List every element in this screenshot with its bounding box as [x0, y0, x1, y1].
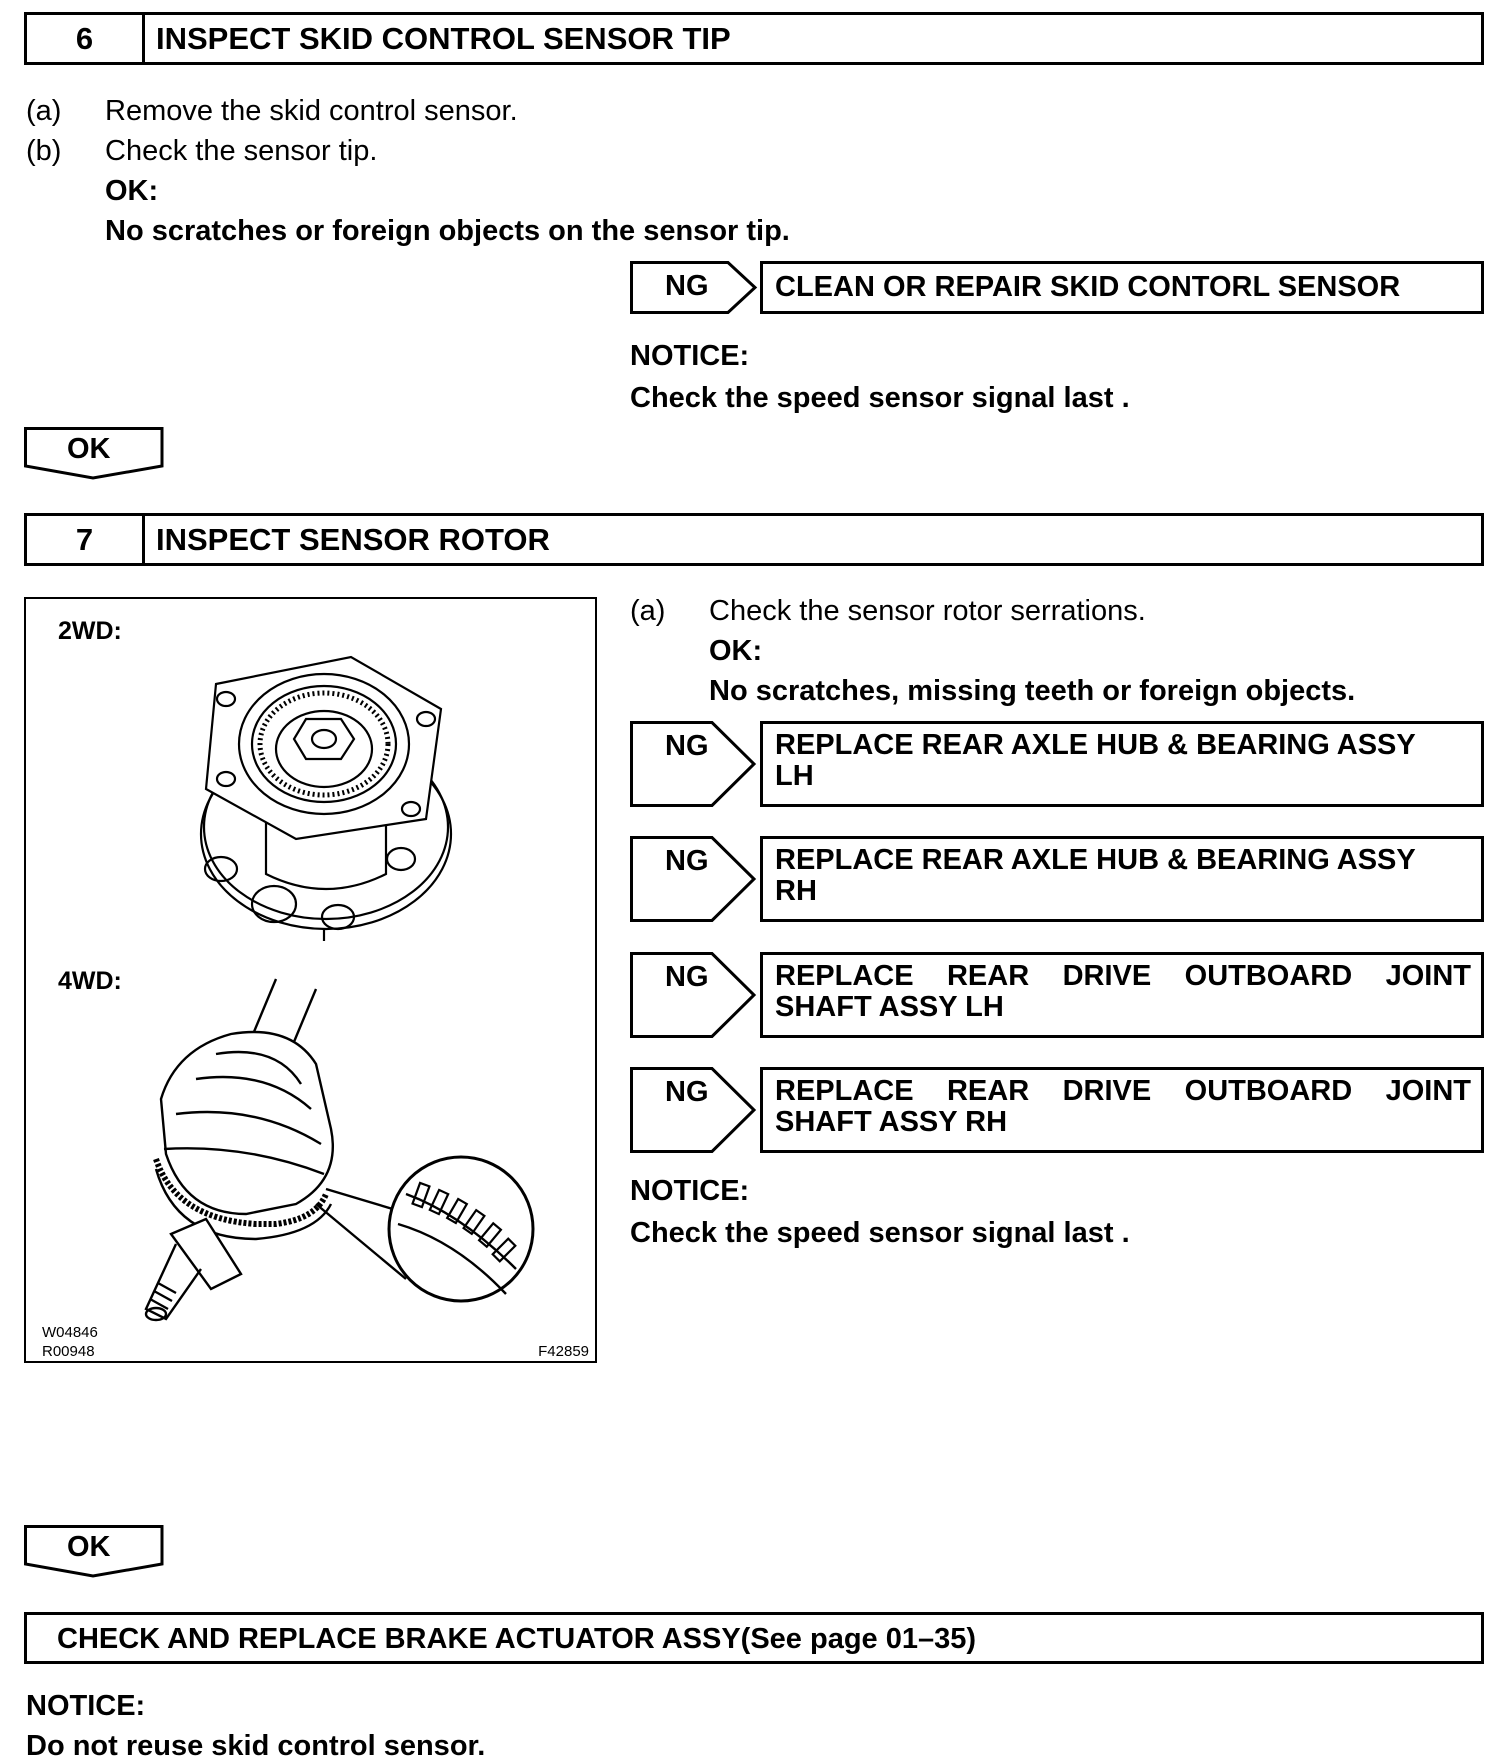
step7-ng-result-4-line2: SHAFT ASSY RH: [775, 1106, 1008, 1138]
ok-arrow-1-label: OK: [67, 433, 111, 465]
step7-ng-result-1-line2: LH: [775, 760, 814, 792]
step7-item-a-marker: (a): [630, 595, 666, 627]
step7-ng-result-3-line1: REPLACE REAR DRIVE OUTBOARD JOINT: [775, 960, 1471, 992]
step7-ng-result-3-line2: SHAFT ASSY LH: [775, 991, 1004, 1023]
final-notice-label: NOTICE:: [26, 1690, 146, 1722]
outboard-joint-illustration: [116, 979, 566, 1339]
step7-ng-result-4: [760, 1067, 1484, 1153]
step6-title: INSPECT SKID CONTROL SENSOR TIP: [156, 20, 731, 56]
step7-notice-label: NOTICE:: [630, 1175, 750, 1207]
sensor-rotor-figure: [24, 597, 597, 1363]
step7-ng-result-2-line1: REPLACE REAR AXLE HUB & BEARING ASSY: [775, 844, 1416, 876]
step7-ng-label-2: NG: [665, 845, 709, 877]
step7-ng-result-4-line1: REPLACE REAR DRIVE OUTBOARD JOINT: [775, 1075, 1471, 1107]
step7-title: INSPECT SENSOR ROTOR: [156, 521, 550, 557]
step6-ok-label: OK:: [105, 175, 159, 207]
step7-header: [24, 513, 1484, 566]
step6-number: 6: [27, 15, 145, 62]
step7-ng-result-2: [760, 836, 1484, 922]
rear-axle-hub-illustration: [176, 649, 476, 949]
step6-header: [24, 12, 1484, 65]
step7-ng-label-4: NG: [665, 1076, 709, 1108]
figure-code-f42859: F42859: [538, 1343, 589, 1360]
step7-ok-criteria: No scratches, missing teeth or foreign objects.: [709, 675, 1356, 707]
final-step-title: CHECK AND REPLACE BRAKE ACTUATOR ASSY(See page 01–35): [57, 1623, 977, 1655]
step7-ng-label-3: NG: [665, 961, 709, 993]
step7-ng-result-1-line1: REPLACE REAR AXLE HUB & BEARING ASSY: [775, 729, 1416, 761]
step7-number: 7: [27, 516, 145, 563]
figure-code-r00948: R00948: [42, 1343, 95, 1360]
step6-item-b-marker: (b): [26, 135, 62, 167]
step6-ng-result: [760, 261, 1484, 314]
step7-ng-result-2-line2: RH: [775, 875, 817, 907]
step7-ok-label: OK:: [709, 635, 763, 667]
figure-code-w04846: W04846: [42, 1324, 98, 1341]
step7-ng-result-3: [760, 952, 1484, 1038]
ok-arrow-2-label: OK: [67, 1531, 111, 1563]
step6-notice-label: NOTICE:: [630, 340, 750, 372]
step6-ok-criteria: No scratches or foreign objects on the sensor tip.: [105, 215, 790, 247]
step6-item-a-text: Remove the skid control sensor.: [105, 95, 518, 127]
step6-item-b-text: Check the sensor tip.: [105, 135, 378, 167]
figure-label-4wd: 4WD:: [58, 967, 122, 995]
step7-ng-result-1: [760, 721, 1484, 807]
final-step-box: [24, 1612, 1484, 1664]
step7-item-a-text: Check the sensor rotor serrations.: [709, 595, 1146, 627]
figure-label-2wd: 2WD:: [58, 617, 122, 645]
step6-notice-text: Check the speed sensor signal last .: [630, 382, 1130, 414]
step7-notice-text: Check the speed sensor signal last .: [630, 1217, 1130, 1249]
step7-ng-label-1: NG: [665, 730, 709, 762]
final-notice-text: Do not reuse skid control sensor.: [26, 1730, 486, 1762]
step6-ng-label: NG: [665, 270, 709, 302]
step6-ng-result-text: CLEAN OR REPAIR SKID CONTORL SENSOR: [775, 271, 1401, 303]
step6-item-a-marker: (a): [26, 95, 62, 127]
